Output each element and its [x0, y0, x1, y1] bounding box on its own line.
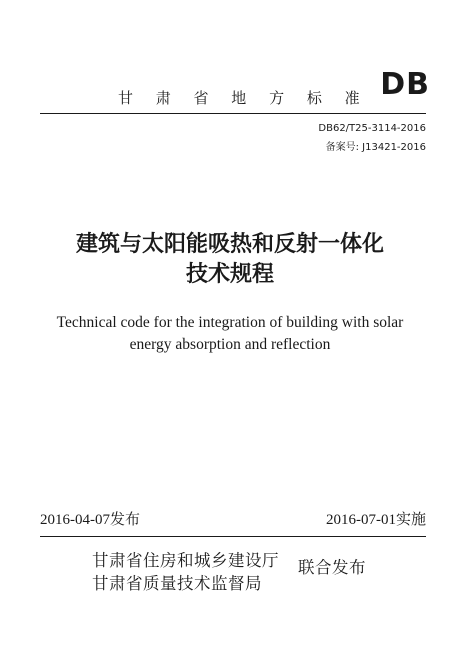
standard-level-heading: 甘 肃 省 地 方 标 准: [118, 89, 369, 107]
chinese-title: [0, 229, 460, 289]
issuer-quality-bureau: 甘肃省质量技术监督局: [92, 574, 262, 593]
issuer-housing-department: 甘肃省住房和城乡建设厅: [92, 551, 279, 570]
record-number: 备案号: J13421-2016: [325, 142, 426, 153]
english-title: [0, 312, 460, 356]
chinese-title-line-2: 技术规程: [185, 261, 274, 287]
issuing-authorities: [92, 549, 279, 595]
implementation-date: 2016-07-01实施: [326, 512, 426, 528]
bottom-divider: [40, 536, 426, 537]
top-divider: [40, 113, 426, 114]
standard-number: DB62/T25-3114-2016: [318, 123, 426, 134]
english-title-line-2: energy absorption and reflection: [129, 336, 331, 353]
db-standard-mark: DB: [380, 67, 430, 102]
joint-release-label: 联合发布: [298, 558, 366, 577]
chinese-title-line-1: 建筑与太阳能吸热和反射一体化: [75, 231, 384, 257]
issue-date: 2016-04-07发布: [40, 512, 140, 528]
english-title-line-1: Technical code for the integration of building with solar: [56, 314, 404, 331]
